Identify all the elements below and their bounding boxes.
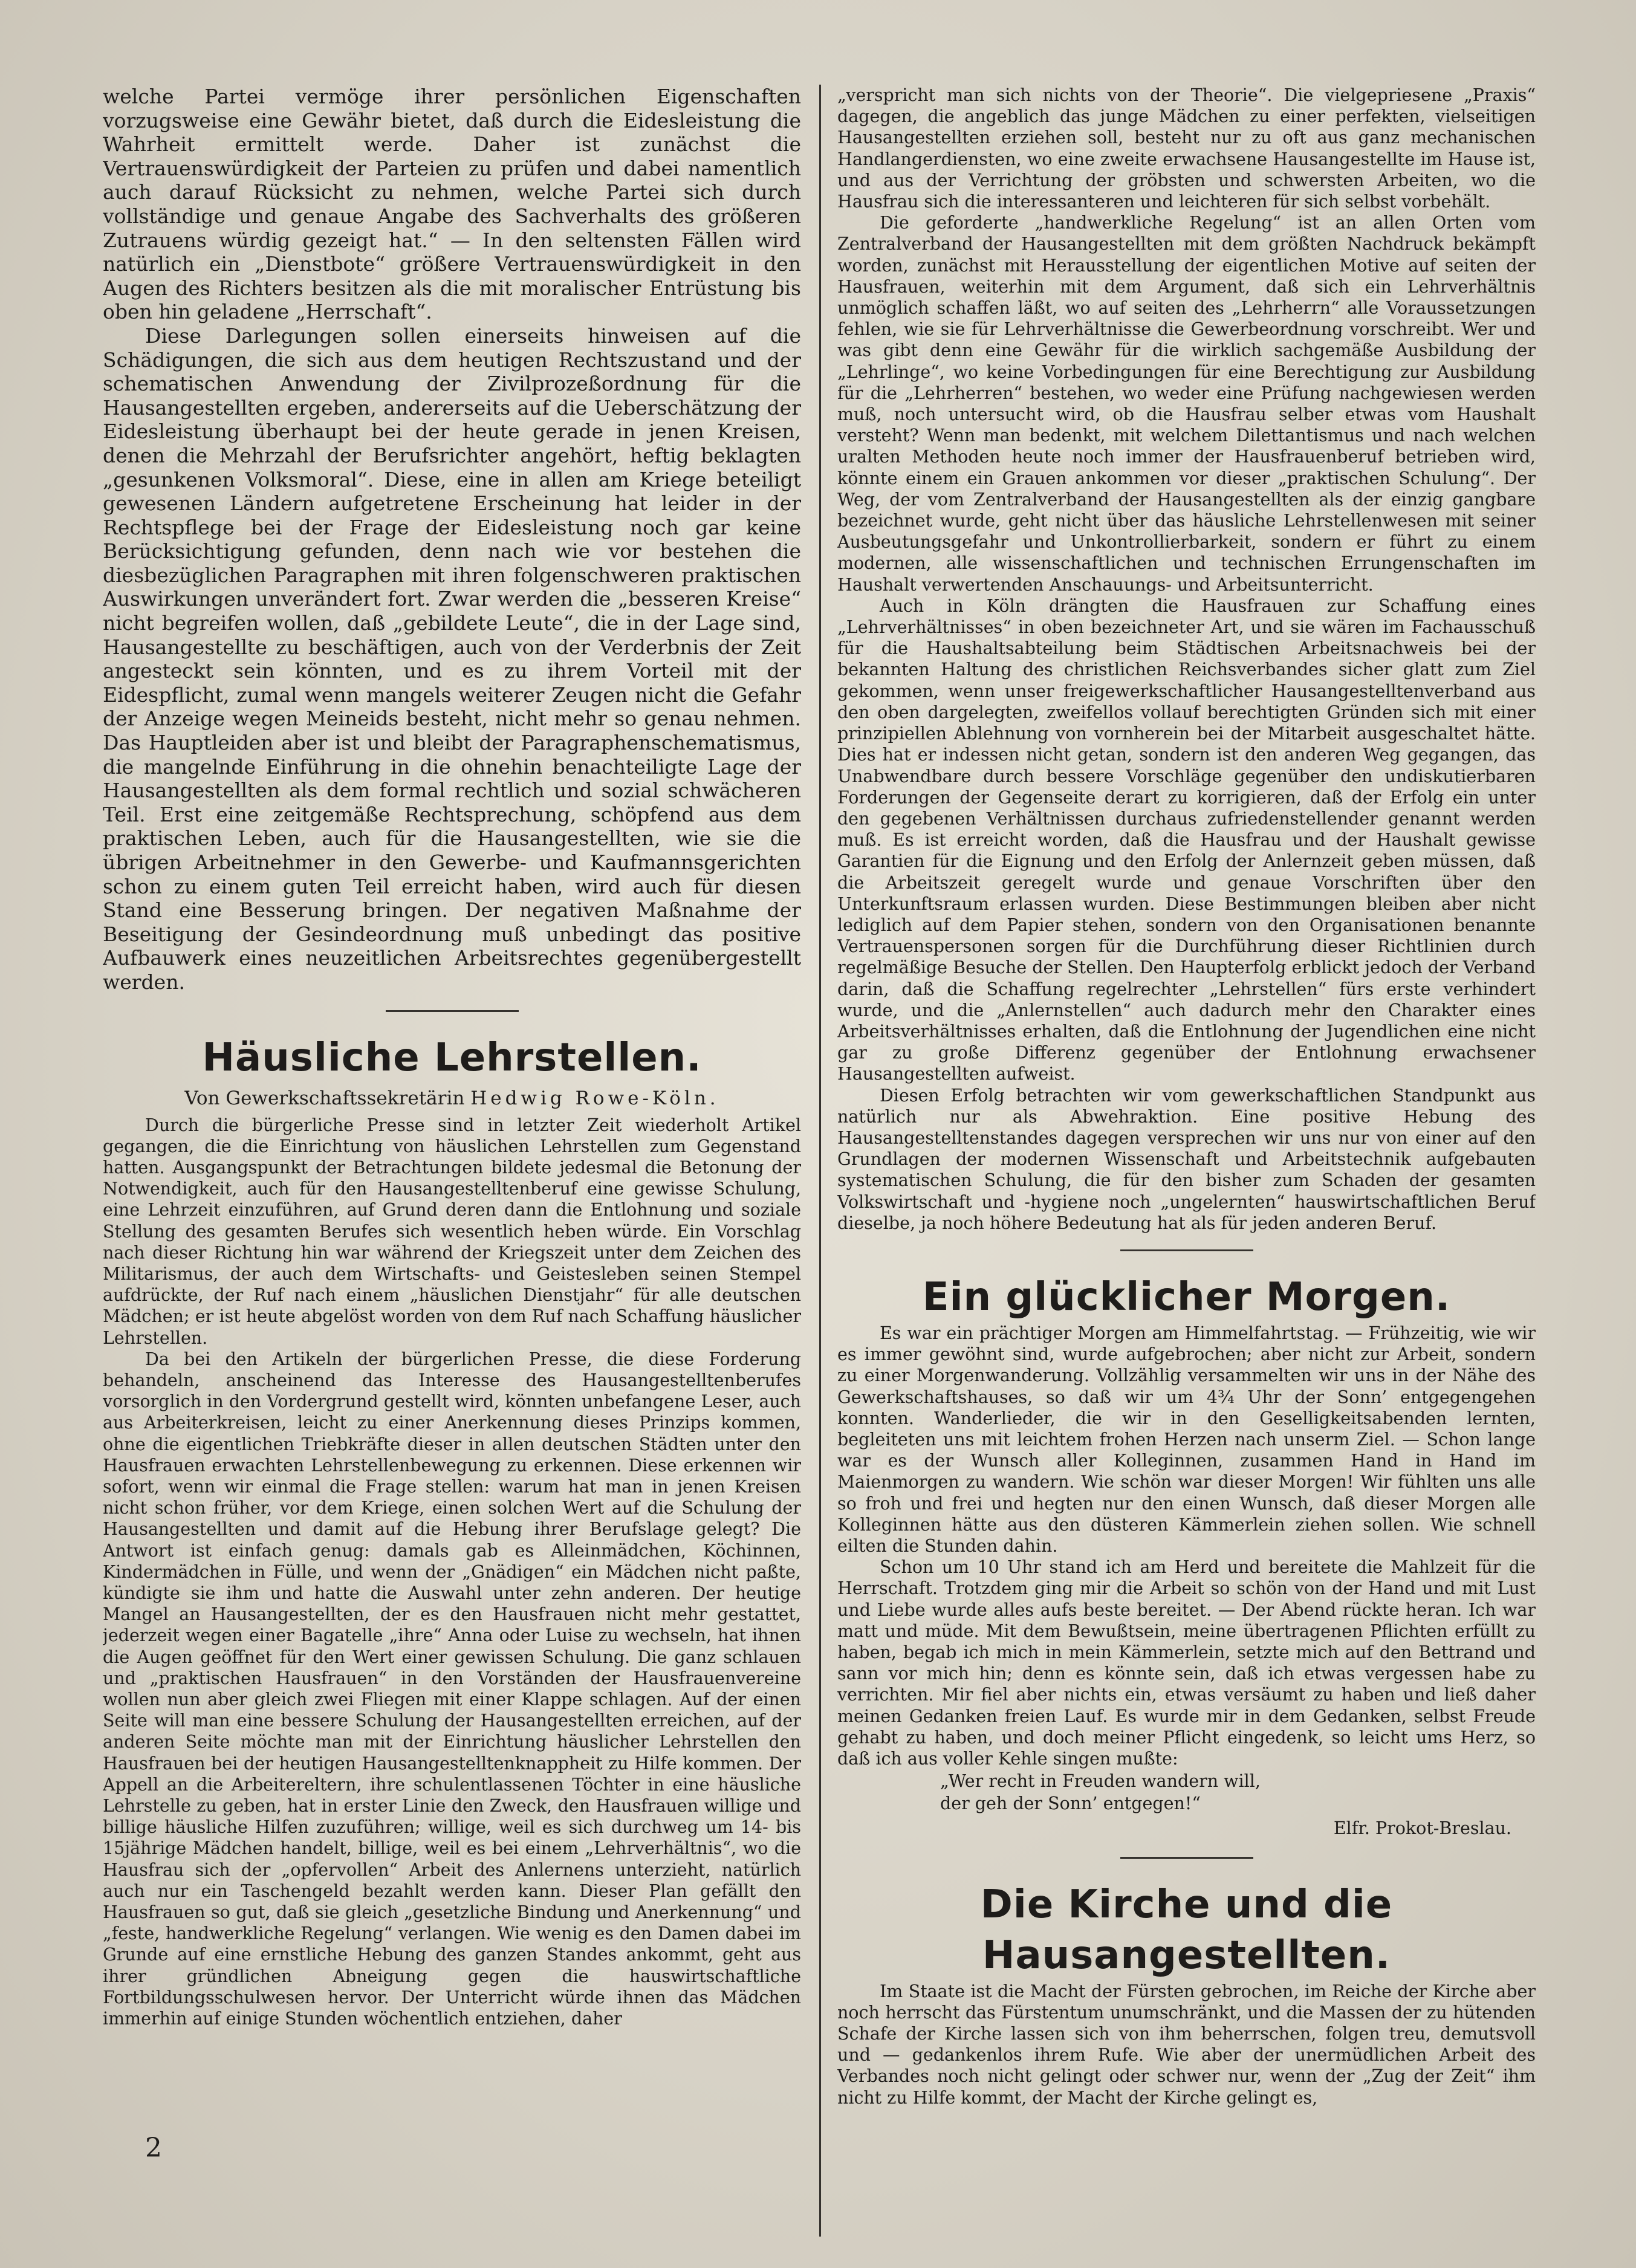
story-paragraph-2: Schon um 10 Uhr stand ich am Herd und bereitete die Mahlzeit für die Herrschaft. Trotzdem ging mir die Arbeit so schön von der Hand und mit Lust und Liebe wurde alles aufs beste bereitet. — Der Abend rückte heran. Ich war matt und müde. Mit dem Bewußtsein, meine übertragenen Pflichten erfüllt zu haben, begab ich mich in mein Kämmerlein, setzte mich auf den Bettrand und sann vor mich hin; denn es könnte sein, daß ich etwas vergessen habe zu verrichten. Mir fiel aber nichts ein, etwas versäumt zu haben und ließ daher meinen Gedanken freien Lauf. Es wurde mir in dem Gedanken, selbst Freude gehabt zu haben, und doch meiner Pflicht eingedenk, so leicht ums Herz, so daß ich aus voller Kehle singen mußte: xyxy=(837,1557,1536,1769)
left-column xyxy=(103,85,801,2195)
section-divider xyxy=(386,1010,519,1012)
continued-paragraph-1: „verspricht man sich nichts von der Theorie“. Die vielgepriesene „Praxis“ dagegen, die angeblich das junge Mädchen zu einer perfekten, vielseitigen Hausangestellten erziehen soll, besteht nur zu oft aus ganz mechanischen Handlangerdiensten, wo eine zweite erwachsene Hausangestellte im Hause ist, und aus der Verrichtung der gröbsten und schwersten Arbeiten, wo die Hausfrau sich die interessanteren und leichteren für sich selbst vorbehält. xyxy=(837,85,1536,212)
column-rule xyxy=(819,85,821,2237)
page-number: 2 xyxy=(145,2133,162,2163)
byline-prefix: Von Gewerkschaftssekretärin xyxy=(184,1087,465,1109)
continued-paragraph-3: Auch in Köln drängten die Hausfrauen zur Schaffung eines „Lehrverhältnisses“ in oben bezeichneter Art, und sie wären im Fachausschuß für die Haushaltsabteilung beim Städtischen Arbeitsnachweis bei der bekannten Haltung des christlichen Reichsverbandes sicher glatt zum Ziel gekommen, wenn unser freigewerkschaftlicher Hausangestelltenverband aus den oben dargelegten, zweifellos vollauf berechtigten Gründen sich mit einer prinzipiellen Ablehnung von vornherein bei der Mitarbeit ausgeschaltet hätte. Dies hat er indessen nicht getan, sondern ist den anderen Weg gegangen, das Unabwendbare durch bessere Vorschläge gegenüber den undiskutierbaren Forderungen der Gegenseite derart zu korrigieren, daß der Erfolg ein unter den gegebenen Verhältnissen durchaus zufriedenstellender genannt werden muß. Es ist erreicht worden, daß die Hausfrau und der Haushalt gewisse Garantien für die Eignung und den Erfolg der Anlernzeit geben müssen, daß die Arbeitszeit geregelt wurde und genaue Vorschriften über den Unterkunftsraum erlassen wurden. Diese Bestimmungen bleiben aber nicht lediglich auf dem Papier stehen, sondern von den Organisationen benannte Vertrauenspersonen sorgen für die Durchführung dieser Richtlinien durch regelmäßige Besuche der Stellen. Den Haupterfolg erblickt jedoch der Verband darin, daß die Schaffung regelrechter „Lehrstellen“ fürs erste verhindert wurde, und die „Anlernstellen“ auch dadurch mehr den Charakter eines Arbeitsverhältnisses erhalten, daß die Entlohnung der Jugendlichen eine nicht gar zu große Differenz gegenüber der Entlohnung erwachsener Hausangestellten aufweist. xyxy=(837,595,1536,1084)
article-paragraph-2: Da bei den Artikeln der bürgerlichen Presse, die diese Forderung behandeln, anscheinend das Interesse des Hausangestelltenberufes vorsorglich in den Vordergrund gestellt wird, könnten unbefangene Leser, auch aus Arbeiterkreisen, leicht zu einer Anerkennung dieses Prinzips kommen, ohne die eigentlichen Triebkräfte dieser in allen deutschen Städten unter den Hausfrauen erwachten Lehrstellenbewegung zu erkennen. Diese erkennen wir sofort, wenn wir einmal die Frage stellen: warum hat man in jenen Kreisen nicht schon früher, vor dem Kriege, einen solchen Wert auf die Schulung der Hausangestellten und damit auf die Hebung ihrer Berufslage gelegt? Die Antwort ist einfach genug: damals gab es Alleinmädchen, Köchinnen, Kindermädchen in Fülle, und wenn der „Gnädigen“ ein Mädchen nicht paßte, kündigte sie ihm und hatte die Auswahl unter zehn anderen. Der heutige Mangel an Hausangestellten, der es den Hausfrauen nicht mehr gestattet, jederzeit wegen einer Bagatelle „ihre“ Anna oder Luise zu wechseln, hat ihnen die Augen geöffnet für den Wert einer gewissen Schulung. Die ganz schlauen und „praktischen Hausfrauen“ in den Vorständen der Hausfrauenvereine wollen nun aber gleich zwei Fliegen mit einer Klappe schlagen. Auf der einen Seite will man eine bessere Schulung der Hausangestellten erreichen, auf der anderen Seite möchte man mit der Einrichtung häuslicher Lehrstellen den Hausfrauen bei der heutigen Hausangestelltenknappheit zu Hilfe kommen. Der Appell an die Arbeitereltern, ihre schulentlassenen Töchter in eine häusliche Lehrstelle zu geben, hat in erster Linie den Zweck, den Hausfrauen willige und billige häusliche Hilfen zuzuführen; willige, weil es sich durchweg um 14- bis 15jährige Mädchen handelt, billige, weil es bei einem „Lehrverhältnis“, wo die Hausfrau sich der „opfervollen“ Arbeit des Anlernens unterzieht, natürlich auch nur ein Taschengeld bezahlt werden kann. Dieser Plan gefällt den Hausfrauen so gut, daß sie gleich „gesetzliche Bindung und Anerkennung“ und „feste, handwerkliche Regelung“ verlangen. Wie wenig es den Damen dabei im Grunde auf eine ernstliche Hebung des ganzen Standes ankommt, geht aus ihrer gründlichen Abneigung gegen die hauswirtschaftliche Fortbildungsschulwesen hervor. Der Unterricht würde ihnen das Mädchen immerhin auf einige Stunden wöchentlich entziehen, daher xyxy=(103,1349,801,2029)
story-title: Ein glücklicher Morgen. xyxy=(922,1274,1451,1320)
story-signature: Elfr. Prokot-Breslau. xyxy=(1333,1818,1511,1838)
article-byline xyxy=(103,1086,801,1111)
continued-paragraph-2: Die geforderte „handwerkliche Regelung“ ist an allen Orten vom Zentralverband der Hausangestellten mit dem größten Nachdruck bekämpft worden, zunächst mit Herausstellung der eigentlichen Motive auf seiten der Hausfrauen, weiterhin mit dem Argument, daß sich ein Lehrverhältnis unmöglich schaffen läßt, wo auf seiten des „Lehrherrn“ alle Voraussetzungen fehlen, wie sie für Lehrverhältnisse die Gewerbeordnung vorschreibt. Wer und was gibt denn eine Gewähr für die wirklich sachgemäße Ausbildung der „Lehrlinge“, wo keine Vorbedingungen für eine Berechtigung zur Ausbildung für die „Lehrherren“ bestehen, wo weder eine Prüfung nachgewiesen werden muß, noch untersucht wird, ob die Hausfrau selber etwas vom Haushalt versteht? Wenn man bedenkt, mit welchem Dilettantismus und nach welchen uralten Methoden heute noch immer der Hausfrauenberuf betrieben wird, könnte einem ein Grauen ankommen vor dieser „praktischen Schulung“. Der Weg, der vom Zentralverband der Hausangestellten als der einzig gangbare bezeichnet wurde, geht nicht über das häusliche Lehrstellenwesen mit seiner Ausbeutungsgefahr und Unkontrollierbarkeit, sondern er führt zu einem modernen, alle wissenschaftlichen und technischen Errungenschaften im Haushalt verwertenden Anschauungs- und Arbeitsunterricht. xyxy=(837,213,1536,595)
intro-paragraph-1: welche Partei vermöge ihrer persönlichen Eigenschaften vorzugsweise eine Gewähr bietet, daß durch die Eidesleistung die Wahrheit ermittelt werde. Daher ist zunächst die Vertrauenswürdigkeit der Parteien zu prüfen und dabei namentlich auch darauf Rücksicht zu nehmen, welche Partei sich durch vollständige und genaue Angabe des Sachverhalts des größeren Zutrauens würdig gezeigt hat.“ — In den seltensten Fällen wird natürlich ein „Dienstbote“ größere Vertrauenswürdigkeit in den Augen des Richters besitzen als die mit moralischer Entrüstung bis oben hin geladene „Herrschaft“. xyxy=(103,85,801,324)
continued-paragraph-4: Diesen Erfolg betrachten wir vom gewerkschaftlichen Standpunkt aus natürlich nur als Abwehraktion. Eine positive Hebung des Hausangestelltenstandes dagegen versprechen wir uns nur von einer auf den Grundlagen der modernen Wissenschaft und Arbeitstechnik aufgebauten systematischen Schulung, die für den bisher zum Schaden der gesamten Volkswirtschaft und -hygiene noch „ungelernten“ hauswirtschaftlichen Beruf dieselbe, ja noch höhere Bedeutung hat als für jeden anderen Beruf. xyxy=(837,1085,1536,1233)
third-article-title: Die Kirche und die Hausangestellten. xyxy=(980,1882,1393,1978)
verse-line-2: der geh der Sonn’ entgegen!“ xyxy=(940,1793,1201,1814)
story-paragraph-1: Es war ein prächtiger Morgen am Himmelfahrtstag. — Frühzeitig, wie wir es immer gewöhnt sind, wurde aufgebrochen; aber nicht zur Arbeit, sondern zu einer Morgenwanderung. Vollzählig versammelten wir uns in der Nähe des Gewerkschaftshauses, so daß wir um 4¾ Uhr der Sonn’ entgegengehen konnten. Wanderlieder, die wir in den Geselligkeitsabenden lernten, begleiteten uns mit leichtem frohen Herzen nach unserm Ziel. — Schon lange war es der Wunsch aller Kolleginnen, zusammen Hand in Hand im Maienmorgen zu wandern. Wie schön war dieser Morgen! Wir fühlten uns alle so froh und frei und hegten nur den einen Wunsch, daß dieser Morgen alle Kolleginnen hätte aus den düsteren Kämmerlein ziehen sollen. Wie schnell eilten die Stunden dahin. xyxy=(837,1323,1536,1556)
intro-paragraph-2: Diese Darlegungen sollen einerseits hinweisen auf die Schädigungen, die sich aus dem heutigen Rechtszustand und der schematischen Anwendung der Zivilprozeßordnung für die Hausangestellten ergeben, andererseits auf die Ueberschätzung der Eidesleistung überhaupt bei der heute gerade in jenen Kreisen, denen die Mehrzahl der Berufsrichter angehört, heftig beklagten „gesunkenen Volksmoral“. Diese, eine in allen am Kriege beteiligt gewesenen Ländern aufgetretene Erscheinung hat leider in der Rechtspflege bei der Frage der Eidesleistung noch gar keine Berücksichtigung gefunden, denn nach wie vor bestehen die diesbezüglichen Paragraphen mit ihren folgenschweren praktischen Auswirkungen unverändert fort. Zwar werden die „besseren Kreise“ nicht begreifen wollen, daß „gebildete Leute“, die in der Lage sind, Hausangestellte zu beschäftigen, auch von der Verderbnis der Zeit angesteckt sein könnten, und es zu ihrem Vorteil mit der Eidespflicht, zumal wenn mangels weiterer Zeugen nicht die Gefahr der Anzeige wegen Meineids besteht, nicht mehr so genau nehmen. Das Hauptleiden aber ist und bleibt der Paragraphenschematismus, die mangelnde Einführung in die ohnehin benachteiligte Lage der Hausangestellten als dem formal rechtlich und sozial schwächeren Teil. Erst eine zeitgemäße Rechtsprechung, schöpfend aus dem praktischen Leben, auch für die Hausangestellten, wie sie die übrigen Arbeitnehmer in den Gewerbe- und Kaufmannsgerichten schon zu einem guten Teil erreicht haben, wird auch für diesen Stand eine Besserung bringen. Der negativen Maßnahme der Beseitigung der Gesindeordnung muß unbedingt das positive Aufbauwerk eines neuzeitlichen Arbeitsrechtes gegenübergestellt werden. xyxy=(103,323,801,994)
third-paragraph-1: Im Staate ist die Macht der Fürsten gebrochen, im Reiche der Kirche aber noch herrscht das Fürstentum unumschränkt, und die Massen der zu hütenden Schafe der Kirche lassen sich von ihm beherrschen, folgen treu, demutsvoll und — gedankenlos ihrem Rufe. Wie aber der unermüdlichen Arbeit des Verbandes noch nicht gelingt oder schwer nur, wenn der „Zug der Zeit“ ihm nicht zu Hilfe kommt, der Macht der Kirche gelingt es, xyxy=(837,1981,1536,2108)
article-paragraph-1: Durch die bürgerliche Presse sind in letzter Zeit wiederholt Artikel gegangen, die die Einrichtung von häuslichen Lehrstellen zum Gegenstand hatten. Ausgangspunkt der Betrachtungen bildete jedesmal die Betonung der Notwendigkeit, auch für den Hausangestelltenberuf eine gewisse Schulung, eine Lehrzeit einzuführen, auf Grund deren dann die Entlohnung und soziale Stellung des gesamten Berufes sich wesentlich heben würde. Ein Vorschlag nach dieser Richtung hin war während der Kriegszeit unter dem Zeichen des Militarismus, der auch dem Wirtschafts- und Geistesleben seinen Stempel aufdrückte, der Ruf nach einem „häuslichen Dienstjahr“ für alle deutschen Mädchen; er ist heute abgelöst worden von dem Ruf nach Schaffung häuslicher Lehrstellen. xyxy=(103,1115,801,1348)
section-divider xyxy=(1120,1857,1253,1859)
right-column xyxy=(837,85,1536,2195)
verse-line-1: „Wer recht in Freuden wandern will, xyxy=(940,1771,1261,1792)
article-title: Häusliche Lehrstellen. xyxy=(202,1035,702,1080)
byline-author: Hedwig Rowe-Köln. xyxy=(470,1087,719,1109)
section-divider xyxy=(1120,1249,1253,1251)
